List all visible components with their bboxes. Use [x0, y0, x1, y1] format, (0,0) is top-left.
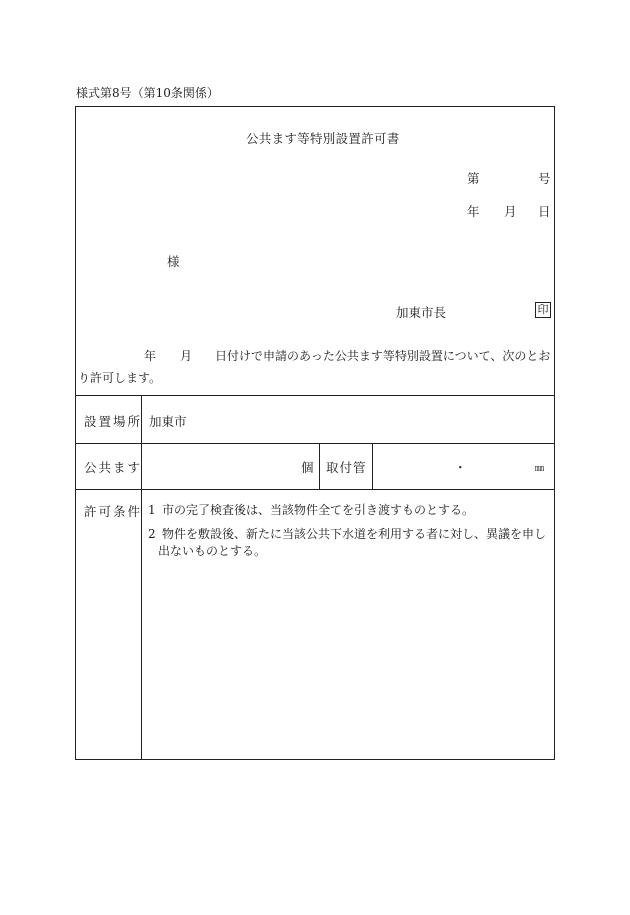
masu-label: 公共ます — [84, 460, 143, 475]
pipe-unit: ㎜ — [535, 464, 545, 474]
condition-text: 市の完了検査後は、当該物件全てを引き渡すものとする。 — [162, 503, 475, 517]
date-day: 日 — [538, 204, 551, 219]
condition-number: 2 — [148, 527, 156, 541]
number-dai: 第 — [467, 171, 480, 186]
conditions-label: 許可条件 — [84, 504, 143, 519]
column-divider — [141, 395, 142, 759]
column-divider — [372, 443, 373, 489]
condition-text: 物件を敷設後、新たに当該公共下水道を利用する者に対し、異議を申し出ないものとする。 — [158, 527, 547, 558]
issuer-name: 加東市長 — [396, 305, 447, 320]
column-divider — [319, 443, 320, 489]
date-year: 年 — [467, 204, 480, 219]
document-title: 公共ます等特別設置許可書 — [246, 131, 400, 146]
condition-item — [148, 526, 548, 560]
masu-unit: 個 — [301, 460, 314, 475]
seal-mark: 印 — [535, 302, 551, 318]
intro-month: 月 — [180, 349, 193, 363]
intro-text-continued: り許可します。 — [78, 371, 162, 385]
row-divider — [76, 395, 554, 396]
pipe-dot: ・ — [454, 460, 467, 475]
pipe-label: 取付管 — [326, 460, 367, 475]
location-value: 加東市 — [149, 414, 187, 429]
row-divider — [76, 489, 554, 490]
condition-item — [148, 502, 548, 519]
condition-number: 1 — [148, 503, 156, 517]
intro-year: 年 — [144, 349, 157, 363]
number-go: 号 — [538, 171, 551, 186]
row-divider — [76, 443, 554, 444]
date-month: 月 — [504, 204, 517, 219]
form-number-label: 様式第8号（第10条関係） — [76, 86, 219, 100]
addressee-suffix: 様 — [167, 254, 180, 269]
intro-text: 日付けで申請のあった公共ます等特別設置について、次のとお — [215, 349, 551, 363]
permit-form-frame — [75, 106, 555, 760]
location-label: 設置場所 — [84, 414, 143, 429]
